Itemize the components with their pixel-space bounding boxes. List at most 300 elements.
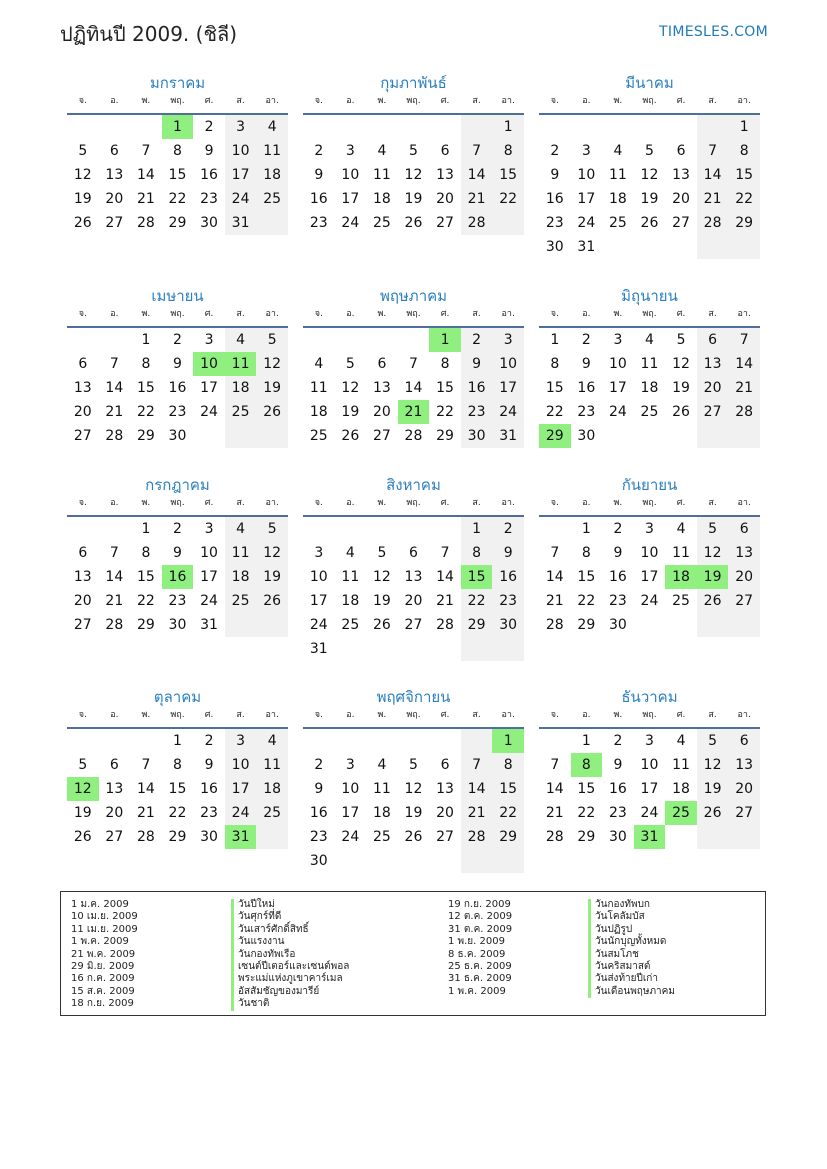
day-cell[interactable]: 8	[440, 356, 450, 372]
day-cell[interactable]: 31	[225, 211, 257, 235]
day-cell[interactable]: 20	[436, 191, 454, 207]
day-cell[interactable]: 4	[225, 328, 257, 352]
day-cell[interactable]: 23	[461, 400, 493, 424]
day-cell[interactable]: 3	[204, 332, 214, 348]
day-cell[interactable]: 4	[377, 757, 387, 773]
day-cell[interactable]: 13	[372, 380, 391, 396]
day-cell[interactable]: 20	[372, 404, 391, 420]
day-cell[interactable]: 4	[676, 733, 686, 749]
day-cell[interactable]: 28	[461, 825, 493, 849]
day-cell[interactable]: 22	[136, 404, 155, 420]
day-cell[interactable]: 28	[105, 617, 124, 633]
day-cell[interactable]: 17	[200, 569, 218, 585]
day-cell[interactable]: 23	[168, 593, 187, 609]
day-cell[interactable]: 31	[577, 239, 596, 255]
day-cell[interactable]: 20	[697, 376, 729, 400]
day-cell[interactable]: 12	[697, 541, 729, 565]
day-cell[interactable]: 17	[577, 191, 596, 207]
day-cell[interactable]: 3	[345, 757, 355, 773]
day-cell[interactable]: 5	[697, 729, 729, 753]
day-cell[interactable]: 27	[436, 215, 454, 231]
day-cell[interactable]: 24	[200, 404, 218, 420]
day-cell[interactable]: 1	[141, 332, 151, 348]
day-cell[interactable]: 24	[309, 617, 328, 633]
day-cell[interactable]: 30	[545, 239, 564, 255]
day-cell[interactable]: 19	[404, 191, 423, 207]
day-cell[interactable]: 7	[461, 139, 493, 163]
day-cell[interactable]: 8	[141, 545, 151, 561]
day-cell[interactable]: 26	[697, 589, 729, 613]
day-cell[interactable]: 9	[314, 167, 324, 183]
day-cell[interactable]: 27	[73, 617, 92, 633]
day-cell[interactable]: 14	[545, 569, 564, 585]
day-cell[interactable]: 7	[550, 545, 560, 561]
day-cell[interactable]: 11	[309, 380, 328, 396]
day-cell[interactable]: 17	[200, 380, 218, 396]
holiday-day-cell[interactable]: 21	[398, 400, 430, 424]
holiday-day-cell[interactable]: 10	[193, 352, 225, 376]
day-cell[interactable]: 16	[545, 191, 564, 207]
day-cell[interactable]: 29	[168, 829, 187, 845]
day-cell[interactable]: 6	[728, 517, 760, 541]
day-cell[interactable]: 27	[672, 215, 690, 231]
day-cell[interactable]: 28	[436, 617, 454, 633]
day-cell[interactable]: 13	[697, 352, 729, 376]
holiday-day-cell[interactable]: 16	[162, 565, 194, 589]
day-cell[interactable]: 3	[314, 545, 324, 561]
day-cell[interactable]: 7	[141, 143, 151, 159]
day-cell[interactable]: 5	[645, 143, 654, 159]
day-cell[interactable]: 25	[672, 593, 690, 609]
day-cell[interactable]: 7	[109, 356, 119, 372]
day-cell[interactable]: 28	[697, 211, 729, 235]
day-cell[interactable]: 24	[225, 187, 257, 211]
day-cell[interactable]: 5	[256, 328, 288, 352]
day-cell[interactable]: 15	[436, 380, 454, 396]
day-cell[interactable]: 24	[577, 215, 596, 231]
day-cell[interactable]: 19	[672, 380, 690, 396]
day-cell[interactable]: 2	[173, 332, 182, 348]
day-cell[interactable]: 13	[672, 167, 690, 183]
day-cell[interactable]: 12	[697, 753, 729, 777]
day-cell[interactable]: 22	[136, 593, 155, 609]
day-cell[interactable]: 27	[728, 801, 760, 825]
day-cell[interactable]: 30	[492, 613, 524, 637]
day-cell[interactable]: 11	[256, 753, 288, 777]
day-cell[interactable]: 4	[377, 143, 387, 159]
day-cell[interactable]: 22	[168, 191, 187, 207]
day-cell[interactable]: 17	[492, 376, 524, 400]
day-cell[interactable]: 11	[672, 757, 690, 773]
day-cell[interactable]: 18	[225, 376, 257, 400]
day-cell[interactable]: 7	[141, 757, 151, 773]
day-cell[interactable]: 10	[640, 757, 659, 773]
day-cell[interactable]: 18	[608, 191, 627, 207]
day-cell[interactable]: 1	[461, 517, 493, 541]
day-cell[interactable]: 3	[492, 328, 524, 352]
day-cell[interactable]: 22	[461, 589, 493, 613]
day-cell[interactable]: 9	[461, 352, 493, 376]
day-cell[interactable]: 15	[492, 777, 524, 801]
day-cell[interactable]: 12	[256, 541, 288, 565]
day-cell[interactable]: 9	[581, 356, 591, 372]
day-cell[interactable]: 15	[577, 781, 596, 797]
day-cell[interactable]: 5	[697, 517, 729, 541]
day-cell[interactable]: 27	[436, 829, 454, 845]
day-cell[interactable]: 5	[377, 545, 387, 561]
day-cell[interactable]: 17	[225, 163, 257, 187]
day-cell[interactable]: 26	[73, 829, 92, 845]
day-cell[interactable]: 12	[672, 356, 690, 372]
day-cell[interactable]: 14	[728, 352, 760, 376]
day-cell[interactable]: 13	[728, 541, 760, 565]
day-cell[interactable]: 28	[404, 428, 423, 444]
day-cell[interactable]: 26	[640, 215, 659, 231]
day-cell[interactable]: 30	[608, 829, 627, 845]
day-cell[interactable]: 26	[73, 215, 92, 231]
day-cell[interactable]: 5	[78, 757, 88, 773]
day-cell[interactable]: 11	[341, 569, 360, 585]
day-cell[interactable]: 31	[492, 424, 524, 448]
day-cell[interactable]: 4	[314, 356, 324, 372]
day-cell[interactable]: 25	[309, 428, 328, 444]
day-cell[interactable]: 14	[105, 569, 124, 585]
day-cell[interactable]: 21	[436, 593, 454, 609]
day-cell[interactable]: 14	[461, 163, 493, 187]
day-cell[interactable]: 29	[461, 613, 493, 637]
day-cell[interactable]: 12	[640, 167, 659, 183]
holiday-day-cell[interactable]: 19	[697, 565, 729, 589]
day-cell[interactable]: 6	[377, 356, 387, 372]
day-cell[interactable]: 23	[577, 404, 596, 420]
day-cell[interactable]: 6	[109, 143, 119, 159]
day-cell[interactable]: 10	[200, 545, 218, 561]
day-cell[interactable]: 29	[168, 215, 187, 231]
day-cell[interactable]: 8	[581, 545, 591, 561]
day-cell[interactable]: 7	[440, 545, 450, 561]
day-cell[interactable]: 6	[409, 545, 418, 561]
day-cell[interactable]: 3	[204, 521, 214, 537]
day-cell[interactable]: 8	[492, 753, 524, 777]
day-cell[interactable]: 10	[640, 545, 659, 561]
day-cell[interactable]: 18	[640, 380, 659, 396]
day-cell[interactable]: 13	[404, 569, 423, 585]
day-cell[interactable]: 28	[136, 215, 155, 231]
day-cell[interactable]: 8	[728, 139, 760, 163]
day-cell[interactable]: 10	[577, 167, 596, 183]
day-cell[interactable]: 16	[461, 376, 493, 400]
day-cell[interactable]: 26	[697, 801, 729, 825]
day-cell[interactable]: 1	[581, 733, 591, 749]
day-cell[interactable]: 23	[200, 191, 218, 207]
day-cell[interactable]: 8	[461, 541, 493, 565]
day-cell[interactable]: 30	[168, 428, 187, 444]
day-cell[interactable]: 22	[577, 593, 596, 609]
day-cell[interactable]: 20	[73, 593, 92, 609]
holiday-day-cell[interactable]: 25	[665, 801, 697, 825]
day-cell[interactable]: 12	[341, 380, 360, 396]
day-cell[interactable]: 21	[105, 404, 124, 420]
day-cell[interactable]: 23	[200, 805, 218, 821]
day-cell[interactable]: 21	[545, 593, 564, 609]
day-cell[interactable]: 1	[581, 521, 591, 537]
day-cell[interactable]: 26	[372, 617, 391, 633]
day-cell[interactable]: 17	[640, 781, 659, 797]
day-cell[interactable]: 13	[105, 781, 124, 797]
holiday-day-cell[interactable]: 29	[539, 424, 571, 448]
brand-link[interactable]: TIMESLES.COM	[659, 24, 768, 40]
day-cell[interactable]: 30	[309, 853, 328, 869]
day-cell[interactable]: 16	[168, 380, 187, 396]
day-cell[interactable]: 6	[78, 356, 88, 372]
day-cell[interactable]: 29	[577, 617, 596, 633]
day-cell[interactable]: 8	[492, 139, 524, 163]
day-cell[interactable]: 12	[73, 167, 92, 183]
day-cell[interactable]: 5	[256, 517, 288, 541]
day-cell[interactable]: 4	[345, 545, 355, 561]
day-cell[interactable]: 28	[545, 617, 564, 633]
day-cell[interactable]: 5	[345, 356, 355, 372]
day-cell[interactable]: 7	[697, 139, 729, 163]
day-cell[interactable]: 1	[141, 521, 151, 537]
day-cell[interactable]: 28	[136, 829, 155, 845]
day-cell[interactable]: 26	[404, 215, 423, 231]
day-cell[interactable]: 16	[577, 380, 596, 396]
day-cell[interactable]: 3	[225, 115, 257, 139]
day-cell[interactable]: 19	[372, 593, 391, 609]
day-cell[interactable]: 17	[341, 805, 360, 821]
day-cell[interactable]: 23	[309, 829, 328, 845]
day-cell[interactable]: 15	[728, 163, 760, 187]
day-cell[interactable]: 9	[613, 545, 623, 561]
day-cell[interactable]: 11	[372, 781, 391, 797]
day-cell[interactable]: 9	[173, 356, 182, 372]
day-cell[interactable]: 7	[409, 356, 418, 372]
day-cell[interactable]: 6	[109, 757, 119, 773]
day-cell[interactable]: 19	[341, 404, 360, 420]
day-cell[interactable]: 15	[168, 167, 187, 183]
day-cell[interactable]: 29	[136, 428, 155, 444]
day-cell[interactable]: 27	[404, 617, 423, 633]
day-cell[interactable]: 9	[204, 757, 214, 773]
day-cell[interactable]: 26	[672, 404, 690, 420]
day-cell[interactable]: 21	[697, 187, 729, 211]
day-cell[interactable]: 1	[550, 332, 560, 348]
day-cell[interactable]: 15	[136, 380, 155, 396]
day-cell[interactable]: 14	[436, 569, 454, 585]
day-cell[interactable]: 7	[461, 753, 493, 777]
day-cell[interactable]: 7	[550, 757, 560, 773]
day-cell[interactable]: 18	[672, 781, 690, 797]
day-cell[interactable]: 12	[404, 781, 423, 797]
day-cell[interactable]: 8	[141, 356, 151, 372]
day-cell[interactable]: 24	[225, 801, 257, 825]
day-cell[interactable]: 23	[309, 215, 328, 231]
day-cell[interactable]: 7	[728, 328, 760, 352]
day-cell[interactable]: 12	[256, 352, 288, 376]
day-cell[interactable]: 17	[225, 777, 257, 801]
day-cell[interactable]: 6	[440, 143, 450, 159]
day-cell[interactable]: 27	[697, 400, 729, 424]
day-cell[interactable]: 19	[640, 191, 659, 207]
day-cell[interactable]: 14	[545, 781, 564, 797]
day-cell[interactable]: 30	[168, 617, 187, 633]
day-cell[interactable]: 5	[409, 757, 418, 773]
day-cell[interactable]: 24	[608, 404, 627, 420]
day-cell[interactable]: 16	[608, 781, 627, 797]
day-cell[interactable]: 25	[372, 829, 391, 845]
day-cell[interactable]: 21	[136, 191, 155, 207]
day-cell[interactable]: 9	[550, 167, 560, 183]
day-cell[interactable]: 18	[372, 191, 391, 207]
day-cell[interactable]: 25	[640, 404, 659, 420]
day-cell[interactable]: 17	[341, 191, 360, 207]
day-cell[interactable]: 18	[309, 404, 328, 420]
day-cell[interactable]: 13	[728, 753, 760, 777]
holiday-day-cell[interactable]: 8	[571, 753, 603, 777]
holiday-day-cell[interactable]: 12	[67, 777, 99, 801]
day-cell[interactable]: 2	[461, 328, 493, 352]
day-cell[interactable]: 22	[545, 404, 564, 420]
day-cell[interactable]: 10	[225, 139, 257, 163]
day-cell[interactable]: 4	[613, 143, 623, 159]
day-cell[interactable]: 9	[613, 757, 623, 773]
day-cell[interactable]: 16	[492, 565, 524, 589]
day-cell[interactable]: 27	[105, 829, 124, 845]
day-cell[interactable]: 8	[173, 143, 182, 159]
day-cell[interactable]: 16	[309, 191, 328, 207]
day-cell[interactable]: 12	[372, 569, 391, 585]
day-cell[interactable]: 23	[168, 404, 187, 420]
day-cell[interactable]: 27	[728, 589, 760, 613]
day-cell[interactable]: 18	[225, 565, 257, 589]
day-cell[interactable]: 30	[200, 215, 218, 231]
day-cell[interactable]: 6	[78, 545, 88, 561]
day-cell[interactable]: 22	[728, 187, 760, 211]
day-cell[interactable]: 6	[697, 328, 729, 352]
day-cell[interactable]: 25	[256, 187, 288, 211]
day-cell[interactable]: 24	[341, 829, 360, 845]
day-cell[interactable]: 11	[672, 545, 690, 561]
day-cell[interactable]: 23	[545, 215, 564, 231]
day-cell[interactable]: 9	[314, 781, 324, 797]
day-cell[interactable]: 4	[256, 729, 288, 753]
day-cell[interactable]: 20	[105, 805, 124, 821]
day-cell[interactable]: 18	[256, 777, 288, 801]
day-cell[interactable]: 14	[461, 777, 493, 801]
holiday-day-cell[interactable]: 31	[225, 825, 257, 849]
day-cell[interactable]: 15	[492, 163, 524, 187]
day-cell[interactable]: 31	[309, 641, 328, 657]
day-cell[interactable]: 11	[256, 139, 288, 163]
day-cell[interactable]: 6	[728, 729, 760, 753]
day-cell[interactable]: 1	[728, 115, 760, 139]
day-cell[interactable]: 14	[404, 380, 423, 396]
day-cell[interactable]: 10	[492, 352, 524, 376]
day-cell[interactable]: 3	[645, 521, 654, 537]
day-cell[interactable]: 4	[676, 521, 686, 537]
day-cell[interactable]: 22	[436, 404, 454, 420]
day-cell[interactable]: 14	[697, 163, 729, 187]
day-cell[interactable]: 25	[372, 215, 391, 231]
day-cell[interactable]: 2	[173, 521, 182, 537]
day-cell[interactable]: 26	[341, 428, 360, 444]
day-cell[interactable]: 9	[492, 541, 524, 565]
day-cell[interactable]: 11	[225, 541, 257, 565]
day-cell[interactable]: 25	[225, 400, 257, 424]
day-cell[interactable]: 2	[204, 733, 214, 749]
day-cell[interactable]: 20	[672, 191, 690, 207]
day-cell[interactable]: 26	[404, 829, 423, 845]
day-cell[interactable]: 6	[440, 757, 450, 773]
holiday-day-cell[interactable]: 1	[162, 115, 194, 139]
day-cell[interactable]: 5	[409, 143, 418, 159]
day-cell[interactable]: 3	[645, 733, 654, 749]
day-cell[interactable]: 25	[256, 801, 288, 825]
day-cell[interactable]: 17	[608, 380, 627, 396]
day-cell[interactable]: 28	[105, 428, 124, 444]
day-cell[interactable]: 26	[256, 589, 288, 613]
day-cell[interactable]: 4	[645, 332, 654, 348]
day-cell[interactable]: 30	[461, 424, 493, 448]
day-cell[interactable]: 28	[461, 211, 493, 235]
day-cell[interactable]: 3	[345, 143, 355, 159]
day-cell[interactable]: 21	[136, 805, 155, 821]
day-cell[interactable]: 16	[309, 805, 328, 821]
day-cell[interactable]: 9	[173, 545, 182, 561]
day-cell[interactable]: 2	[314, 757, 324, 773]
day-cell[interactable]: 30	[577, 428, 596, 444]
day-cell[interactable]: 21	[545, 805, 564, 821]
day-cell[interactable]: 5	[676, 332, 686, 348]
day-cell[interactable]: 3	[225, 729, 257, 753]
day-cell[interactable]: 22	[577, 805, 596, 821]
day-cell[interactable]: 12	[404, 167, 423, 183]
day-cell[interactable]: 10	[225, 753, 257, 777]
day-cell[interactable]: 2	[581, 332, 591, 348]
day-cell[interactable]: 22	[492, 187, 524, 211]
day-cell[interactable]: 3	[613, 332, 623, 348]
day-cell[interactable]: 1	[173, 733, 182, 749]
day-cell[interactable]: 13	[105, 167, 124, 183]
day-cell[interactable]: 14	[105, 380, 124, 396]
day-cell[interactable]: 16	[608, 569, 627, 585]
day-cell[interactable]: 20	[73, 404, 92, 420]
day-cell[interactable]: 27	[73, 428, 92, 444]
day-cell[interactable]: 19	[73, 191, 92, 207]
day-cell[interactable]: 24	[492, 400, 524, 424]
day-cell[interactable]: 29	[728, 211, 760, 235]
day-cell[interactable]: 24	[640, 593, 659, 609]
day-cell[interactable]: 19	[73, 805, 92, 821]
holiday-day-cell[interactable]: 1	[492, 729, 524, 753]
day-cell[interactable]: 24	[640, 805, 659, 821]
day-cell[interactable]: 20	[728, 777, 760, 801]
day-cell[interactable]: 9	[204, 143, 214, 159]
day-cell[interactable]: 30	[200, 829, 218, 845]
day-cell[interactable]: 27	[372, 428, 391, 444]
day-cell[interactable]: 28	[545, 829, 564, 845]
day-cell[interactable]: 13	[436, 781, 454, 797]
day-cell[interactable]: 2	[204, 119, 214, 135]
day-cell[interactable]: 19	[256, 565, 288, 589]
day-cell[interactable]: 25	[225, 589, 257, 613]
day-cell[interactable]: 21	[105, 593, 124, 609]
day-cell[interactable]: 8	[550, 356, 560, 372]
day-cell[interactable]: 13	[436, 167, 454, 183]
day-cell[interactable]: 23	[608, 805, 627, 821]
day-cell[interactable]: 14	[136, 781, 155, 797]
